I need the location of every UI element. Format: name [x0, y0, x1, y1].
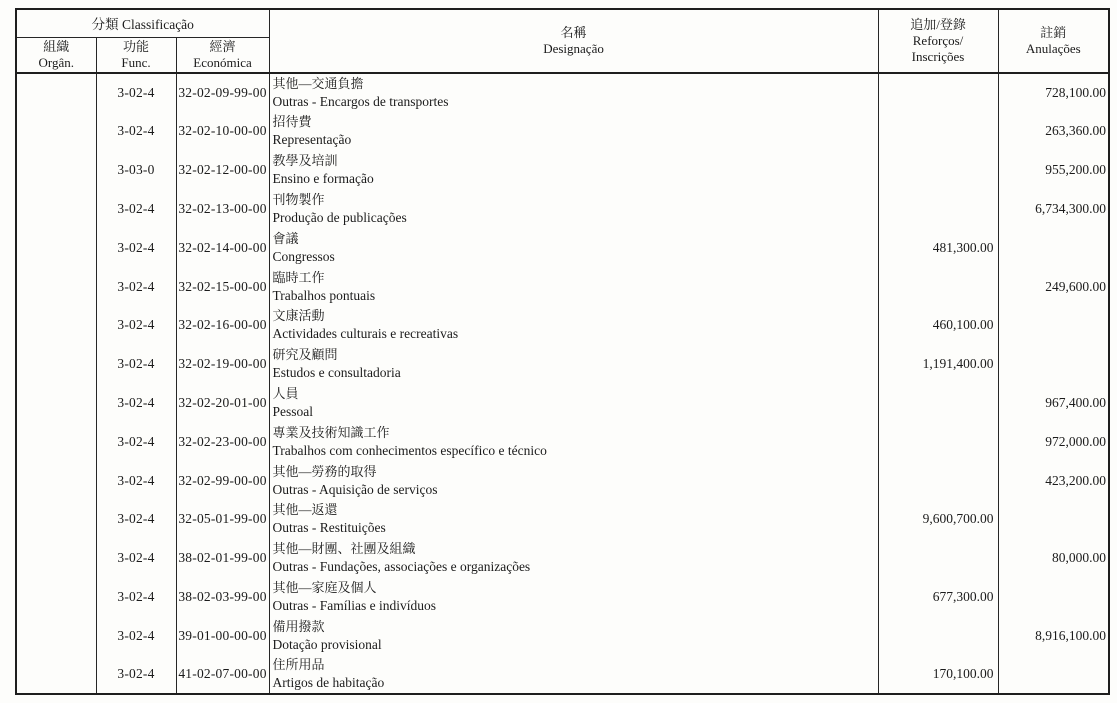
- functional-header-pt: Func.: [121, 54, 151, 70]
- reinforcements-amount: 481,300.00: [878, 228, 998, 267]
- economic-code-cell: 38-02-03-99-00: [176, 578, 269, 617]
- annulments-header: [998, 9, 1109, 73]
- economic-code-cell: 32-05-01-99-00: [176, 500, 269, 539]
- functional-code-cell: 3-02-4: [96, 190, 176, 229]
- organic-code-cell: [16, 190, 96, 229]
- organic-code-cell: [16, 578, 96, 617]
- annulments-header-pt: Anulações: [1025, 41, 1081, 56]
- reinforcements-amount: [878, 461, 998, 500]
- table-row: [16, 73, 1109, 112]
- annulments-amount: 728,100.00: [998, 73, 1109, 112]
- table-row: [16, 500, 1109, 539]
- designation-zh: 備用撥款: [272, 618, 325, 634]
- designation-zh: 專業及技術知識工作: [272, 424, 390, 440]
- table-header: [16, 9, 1109, 73]
- annulments-amount: [998, 306, 1109, 345]
- reinforcements-amount: [878, 616, 998, 655]
- economic-code-cell: 32-02-23-00-00: [176, 422, 269, 461]
- organic-code-cell: [16, 228, 96, 267]
- organic-code-cell: [16, 616, 96, 655]
- organic-code-cell: [16, 422, 96, 461]
- organic-header: [16, 37, 96, 73]
- annulments-amount: 249,600.00: [998, 267, 1109, 306]
- functional-code-cell: 3-03-0: [96, 151, 176, 190]
- designation-cell: [269, 616, 878, 655]
- reinforcements-amount: 460,100.00: [878, 306, 998, 345]
- designation-zh: 住所用品: [272, 657, 325, 673]
- reinforcements-amount: 1,191,400.00: [878, 345, 998, 384]
- designation-pt: Congressos: [272, 248, 335, 264]
- designation-zh: 教學及培訓: [272, 153, 338, 169]
- organic-code-cell: [16, 112, 96, 151]
- table-row: [16, 461, 1109, 500]
- designation-pt: Outras - Encargos de transportes: [272, 94, 449, 109]
- table-row: [16, 112, 1109, 151]
- designation-pt: Outras - Fundações, associações e organizações: [272, 559, 531, 575]
- designation-cell: [269, 345, 878, 384]
- table-row: [16, 345, 1109, 384]
- annulments-amount: [998, 655, 1109, 694]
- annulments-amount: [998, 578, 1109, 617]
- functional-code-cell: 3-02-4: [96, 384, 176, 423]
- designation-cell: [269, 151, 878, 190]
- functional-code-cell: 3-02-4: [96, 112, 176, 151]
- economic-code-cell: 32-02-20-01-00: [176, 384, 269, 423]
- functional-code-cell: 3-02-4: [96, 422, 176, 461]
- designation-pt: Outras - Restituições: [272, 520, 386, 536]
- designation-cell: [269, 228, 878, 267]
- functional-header-zh: 功能: [122, 38, 149, 54]
- functional-code-cell: 3-02-4: [96, 228, 176, 267]
- designation-cell: [269, 578, 878, 617]
- designation-cell: [269, 500, 878, 539]
- organic-header-zh: 組織: [43, 38, 70, 54]
- economic-header: [176, 37, 269, 73]
- economic-code-cell: 32-02-10-00-00: [176, 112, 269, 151]
- table-row: [16, 190, 1109, 229]
- designation-zh: 文康活動: [272, 308, 325, 324]
- designation-zh: 人員: [272, 385, 299, 401]
- organic-code-cell: [16, 539, 96, 578]
- designation-zh: 會議: [272, 230, 299, 246]
- annulments-amount: 8,916,100.00: [998, 616, 1109, 655]
- economic-code-cell: 32-02-16-00-00: [176, 306, 269, 345]
- annulments-amount: 972,000.00: [998, 422, 1109, 461]
- annulments-header-zh: 註銷: [1040, 25, 1067, 40]
- designation-pt: Outras - Aquisição de serviços: [272, 481, 438, 497]
- annulments-amount: 6,734,300.00: [998, 190, 1109, 229]
- designation-header-zh: 名稱: [560, 25, 587, 40]
- designation-zh: 研究及顧問: [272, 347, 338, 363]
- functional-code-cell: 3-02-4: [96, 461, 176, 500]
- reinforcements-amount: [878, 73, 998, 112]
- reinforcements-header-pt2: Inscrições: [911, 49, 965, 64]
- organic-code-cell: [16, 267, 96, 306]
- economic-code-cell: 32-02-09-99-00: [176, 73, 269, 112]
- annulments-amount: 967,400.00: [998, 384, 1109, 423]
- functional-code-cell: 3-02-4: [96, 500, 176, 539]
- functional-code-cell: 3-02-4: [96, 578, 176, 617]
- functional-code-cell: 3-02-4: [96, 306, 176, 345]
- functional-code-cell: 3-02-4: [96, 616, 176, 655]
- budget-table: [15, 8, 1110, 695]
- annulments-amount: [998, 228, 1109, 267]
- table-row: [16, 228, 1109, 267]
- reinforcements-amount: [878, 422, 998, 461]
- organic-header-pt: Orgân.: [38, 54, 74, 70]
- economic-code-cell: 32-02-14-00-00: [176, 228, 269, 267]
- organic-code-cell: [16, 655, 96, 694]
- reinforcements-header-zh: 追加/登錄: [910, 17, 966, 32]
- functional-code-cell: 3-02-4: [96, 267, 176, 306]
- organic-code-cell: [16, 461, 96, 500]
- table-row: [16, 539, 1109, 578]
- table-body: [16, 73, 1109, 694]
- designation-zh: 其他—勞務的取得: [272, 463, 377, 479]
- reinforcements-header-pt1: Reforços/: [912, 33, 964, 48]
- designation-cell: [269, 461, 878, 500]
- annulments-amount: [998, 500, 1109, 539]
- functional-code-cell: 3-02-4: [96, 655, 176, 694]
- designation-zh: 刊物製作: [272, 191, 325, 207]
- reinforcements-amount: 170,100.00: [878, 655, 998, 694]
- reinforcements-amount: [878, 190, 998, 229]
- annulments-amount: 263,360.00: [998, 112, 1109, 151]
- designation-pt: Ensino e formação: [272, 171, 374, 187]
- reinforcements-header: [878, 9, 998, 73]
- designation-zh: 臨時工作: [272, 269, 325, 285]
- reinforcements-amount: 9,600,700.00: [878, 500, 998, 539]
- designation-pt: Dotação provisional: [272, 636, 382, 652]
- table-row: [16, 267, 1109, 306]
- designation-zh: 其他—財團、社團及組織: [272, 541, 416, 557]
- economic-code-cell: 32-02-99-00-00: [176, 461, 269, 500]
- reinforcements-amount: 677,300.00: [878, 578, 998, 617]
- organic-code-cell: [16, 384, 96, 423]
- organic-code-cell: [16, 151, 96, 190]
- annulments-amount: 955,200.00: [998, 151, 1109, 190]
- functional-header: [96, 37, 176, 73]
- designation-cell: [269, 422, 878, 461]
- reinforcements-amount: [878, 384, 998, 423]
- designation-cell: [269, 655, 878, 694]
- organic-code-cell: [16, 73, 96, 112]
- designation-cell: [269, 267, 878, 306]
- designation-cell: [269, 384, 878, 423]
- designation-pt: Estudos e consultadoria: [272, 365, 401, 381]
- designation-header: [269, 9, 878, 73]
- organic-code-cell: [16, 306, 96, 345]
- designation-zh: 其他—交通負擔: [272, 76, 364, 91]
- table-row: [16, 655, 1109, 694]
- economic-header-pt: Económica: [193, 54, 252, 70]
- reinforcements-amount: [878, 539, 998, 578]
- economic-header-zh: 經濟: [209, 38, 236, 54]
- designation-pt: Outras - Famílias e indivíduos: [272, 597, 437, 613]
- designation-cell: [269, 190, 878, 229]
- classification-header: 分類 Classificação: [16, 9, 269, 37]
- table-row: [16, 306, 1109, 345]
- reinforcements-amount: [878, 112, 998, 151]
- designation-zh: 其他—返還: [272, 502, 338, 518]
- economic-code-cell: 41-02-07-00-00: [176, 655, 269, 694]
- table-row: [16, 616, 1109, 655]
- economic-code-cell: 32-02-12-00-00: [176, 151, 269, 190]
- table-row: [16, 151, 1109, 190]
- designation-pt: Trabalhos pontuais: [272, 287, 376, 303]
- designation-header-pt: Designação: [543, 41, 604, 56]
- designation-zh: 其他—家庭及個人: [272, 579, 377, 595]
- functional-code-cell: 3-02-4: [96, 345, 176, 384]
- designation-pt: Artigos de habitação: [272, 675, 385, 691]
- designation-pt: Trabalhos com conhecimentos específico e técnico: [272, 442, 547, 458]
- designation-cell: [269, 112, 878, 151]
- functional-code-cell: 3-02-4: [96, 73, 176, 112]
- reinforcements-amount: [878, 151, 998, 190]
- table-row: [16, 578, 1109, 617]
- economic-code-cell: 32-02-13-00-00: [176, 190, 269, 229]
- economic-code-cell: 39-01-00-00-00: [176, 616, 269, 655]
- annulments-amount: 80,000.00: [998, 539, 1109, 578]
- table-row: [16, 422, 1109, 461]
- designation-pt: Produção de publicações: [272, 209, 407, 225]
- functional-code-cell: 3-02-4: [96, 539, 176, 578]
- annulments-amount: [998, 345, 1109, 384]
- designation-cell: [269, 306, 878, 345]
- designation-pt: Pessoal: [272, 403, 314, 419]
- annulments-amount: 423,200.00: [998, 461, 1109, 500]
- table-row: [16, 384, 1109, 423]
- designation-zh: 招待費: [272, 114, 312, 130]
- organic-code-cell: [16, 500, 96, 539]
- economic-code-cell: 32-02-15-00-00: [176, 267, 269, 306]
- designation-cell: [269, 539, 878, 578]
- designation-pt: Actividades culturais e recreativas: [272, 326, 459, 342]
- designation-pt: Representação: [272, 132, 352, 148]
- economic-code-cell: 32-02-19-00-00: [176, 345, 269, 384]
- reinforcements-amount: [878, 267, 998, 306]
- organic-code-cell: [16, 345, 96, 384]
- economic-code-cell: 38-02-01-99-00: [176, 539, 269, 578]
- designation-cell: [269, 73, 878, 112]
